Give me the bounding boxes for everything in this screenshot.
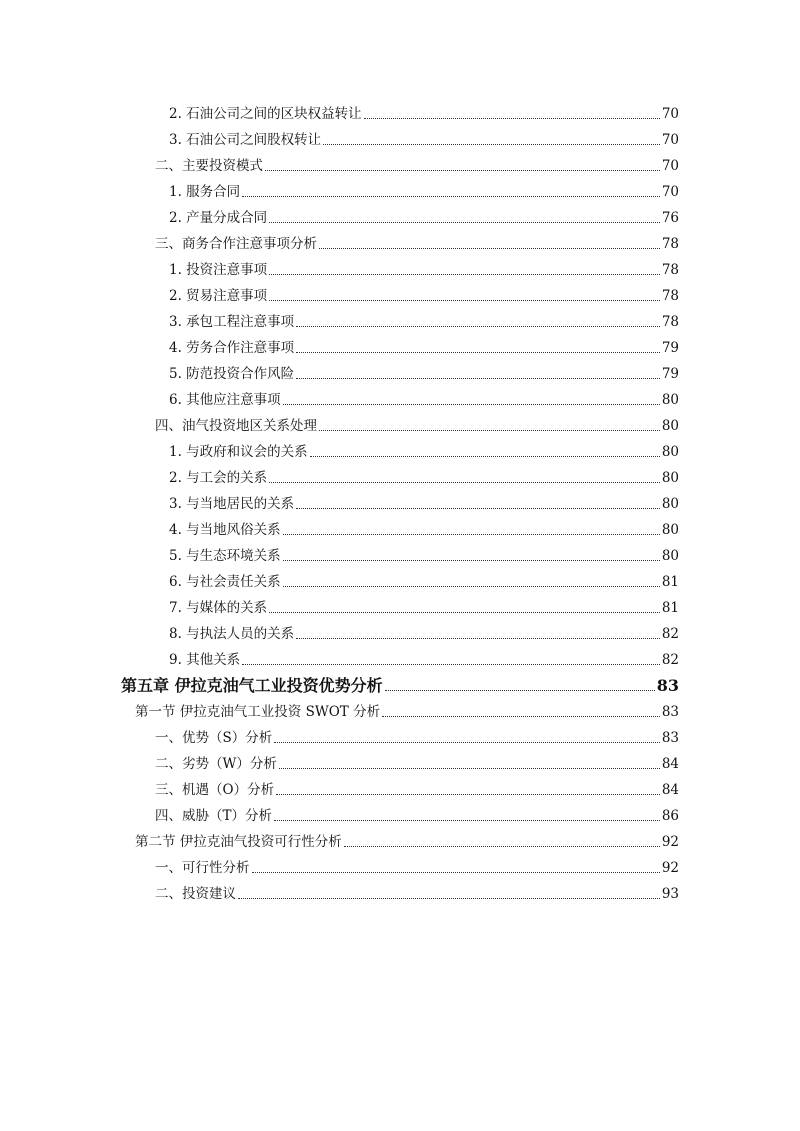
dot-leader — [269, 612, 660, 613]
toc-entry-page-number: 82 — [661, 626, 679, 642]
toc-entry[interactable] — [0, 591, 800, 617]
toc-entry[interactable] — [0, 799, 800, 825]
dot-leader — [310, 456, 660, 457]
dot-leader — [238, 898, 660, 899]
toc-entry[interactable] — [0, 383, 800, 409]
toc-entry-page-number: 80 — [661, 522, 679, 538]
table-of-contents — [0, 97, 800, 903]
dot-leader — [269, 274, 660, 275]
toc-entry-page-number: 83 — [656, 676, 679, 695]
toc-entry[interactable] — [0, 357, 800, 383]
toc-entry[interactable] — [0, 305, 800, 331]
toc-entry-title: 一、优势（S）分析 — [155, 730, 273, 746]
toc-entry[interactable] — [0, 149, 800, 175]
toc-entry-page-number: 92 — [661, 860, 679, 876]
toc-entry[interactable] — [0, 617, 800, 643]
toc-entry-page-number: 92 — [661, 834, 679, 850]
toc-entry-title: 2. 与工会的关系 — [169, 470, 268, 486]
dot-leader — [319, 248, 660, 249]
toc-entry[interactable] — [0, 721, 800, 747]
toc-entry-title: 四、油气投资地区关系处理 — [155, 418, 317, 434]
toc-entry-page-number: 81 — [661, 600, 679, 616]
toc-entry-page-number: 70 — [661, 184, 679, 200]
toc-entry-title: 3. 石油公司之间股权转让 — [169, 132, 322, 148]
dot-leader — [283, 560, 660, 561]
toc-entry-title: 2. 贸易注意事项 — [169, 288, 268, 304]
toc-entry-title: 9. 其他关系 — [169, 652, 241, 668]
toc-entry-title: 5. 防范投资合作风险 — [169, 366, 295, 382]
dot-leader — [269, 222, 660, 223]
dot-leader — [344, 846, 660, 847]
toc-entry[interactable] — [0, 747, 800, 773]
dot-leader — [296, 352, 660, 353]
toc-entry-page-number: 80 — [661, 496, 679, 512]
toc-entry-page-number: 78 — [661, 288, 679, 304]
toc-entry-title: 四、威胁（T）分析 — [155, 808, 273, 824]
dot-leader — [382, 716, 660, 717]
dot-leader — [296, 508, 660, 509]
toc-entry-page-number: 79 — [661, 340, 679, 356]
toc-entry-title: 2. 石油公司之间的区块权益转让 — [169, 106, 362, 122]
toc-entry-page-number: 80 — [661, 444, 679, 460]
toc-entry-title: 8. 与执法人员的关系 — [169, 626, 295, 642]
toc-entry-page-number: 80 — [661, 418, 679, 434]
dot-leader — [252, 872, 660, 873]
dot-leader — [265, 170, 660, 171]
toc-entry-page-number: 79 — [661, 366, 679, 382]
toc-entry-page-number: 86 — [661, 808, 679, 824]
toc-entry-page-number: 84 — [661, 782, 679, 798]
toc-entry-page-number: 80 — [661, 470, 679, 486]
toc-entry-title: 第一节 伊拉克油气工业投资 SWOT 分析 — [135, 704, 381, 720]
dot-leader — [279, 768, 660, 769]
dot-leader — [274, 742, 660, 743]
toc-entry-title: 1. 与政府和议会的关系 — [169, 444, 308, 460]
toc-entry-page-number: 83 — [661, 704, 679, 720]
dot-leader — [276, 794, 660, 795]
toc-entry-page-number: 78 — [661, 314, 679, 330]
toc-entry[interactable] — [0, 487, 800, 513]
toc-entry-title: 三、商务合作注意事项分析 — [155, 236, 317, 252]
toc-entry[interactable] — [0, 825, 800, 851]
dot-leader — [364, 118, 660, 119]
dot-leader — [296, 378, 660, 379]
toc-entry[interactable] — [0, 669, 800, 695]
toc-entry-page-number: 80 — [661, 548, 679, 564]
toc-entry[interactable] — [0, 773, 800, 799]
toc-entry-title: 二、主要投资模式 — [155, 158, 263, 174]
dot-leader — [242, 664, 660, 665]
toc-entry-title: 第二节 伊拉克油气投资可行性分析 — [135, 834, 342, 850]
toc-entry[interactable] — [0, 851, 800, 877]
toc-entry[interactable] — [0, 565, 800, 591]
toc-entry[interactable] — [0, 279, 800, 305]
toc-entry[interactable] — [0, 539, 800, 565]
toc-entry[interactable] — [0, 123, 800, 149]
toc-entry[interactable] — [0, 695, 800, 721]
toc-entry-title: 6. 其他应注意事项 — [169, 392, 281, 408]
toc-entry-page-number: 82 — [661, 652, 679, 668]
dot-leader — [269, 482, 660, 483]
toc-entry-title: 3. 与当地居民的关系 — [169, 496, 295, 512]
toc-entry-title: 4. 劳务合作注意事项 — [169, 340, 295, 356]
toc-entry[interactable] — [0, 513, 800, 539]
toc-entry-title: 6. 与社会责任关系 — [169, 574, 281, 590]
toc-entry[interactable] — [0, 253, 800, 279]
toc-entry-title: 1. 投资注意事项 — [169, 262, 268, 278]
toc-entry[interactable] — [0, 97, 800, 123]
toc-entry-page-number: 78 — [661, 236, 679, 252]
toc-entry-title: 一、可行性分析 — [155, 860, 250, 876]
dot-leader — [274, 820, 660, 821]
dot-leader — [296, 326, 660, 327]
toc-entry-title: 第五章 伊拉克油气工业投资优势分析 — [121, 676, 383, 695]
dot-leader — [283, 534, 660, 535]
toc-entry[interactable] — [0, 435, 800, 461]
toc-entry-page-number: 70 — [661, 106, 679, 122]
dot-leader — [323, 144, 660, 145]
toc-entry-title: 3. 承包工程注意事项 — [169, 314, 295, 330]
toc-entry[interactable] — [0, 877, 800, 903]
dot-leader — [319, 430, 660, 431]
toc-entry-page-number: 76 — [661, 210, 679, 226]
toc-entry[interactable] — [0, 201, 800, 227]
toc-entry-title: 4. 与当地风俗关系 — [169, 522, 281, 538]
toc-entry-title: 1. 服务合同 — [169, 184, 241, 200]
toc-entry[interactable] — [0, 175, 800, 201]
dot-leader — [269, 300, 660, 301]
toc-entry-title: 5. 与生态环境关系 — [169, 548, 281, 564]
toc-entry[interactable] — [0, 461, 800, 487]
dot-leader — [385, 690, 655, 691]
toc-entry-page-number: 70 — [661, 132, 679, 148]
toc-entry-title: 二、投资建议 — [155, 886, 236, 902]
toc-entry-page-number: 80 — [661, 392, 679, 408]
toc-entry[interactable] — [0, 409, 800, 435]
dot-leader — [283, 586, 660, 587]
toc-entry-page-number: 84 — [661, 756, 679, 772]
dot-leader — [296, 638, 660, 639]
toc-entry[interactable] — [0, 643, 800, 669]
toc-entry-title: 7. 与媒体的关系 — [169, 600, 268, 616]
toc-entry-page-number: 83 — [661, 730, 679, 746]
toc-entry-title: 二、劣势（W）分析 — [155, 756, 277, 772]
toc-entry-title: 2. 产量分成合同 — [169, 210, 268, 226]
dot-leader — [283, 404, 660, 405]
toc-entry-page-number: 93 — [661, 886, 679, 902]
toc-entry-page-number: 81 — [661, 574, 679, 590]
toc-entry-page-number: 78 — [661, 262, 679, 278]
toc-entry[interactable] — [0, 227, 800, 253]
toc-entry[interactable] — [0, 331, 800, 357]
dot-leader — [242, 196, 660, 197]
toc-entry-page-number: 70 — [661, 158, 679, 174]
toc-entry-title: 三、机遇（O）分析 — [155, 782, 275, 798]
